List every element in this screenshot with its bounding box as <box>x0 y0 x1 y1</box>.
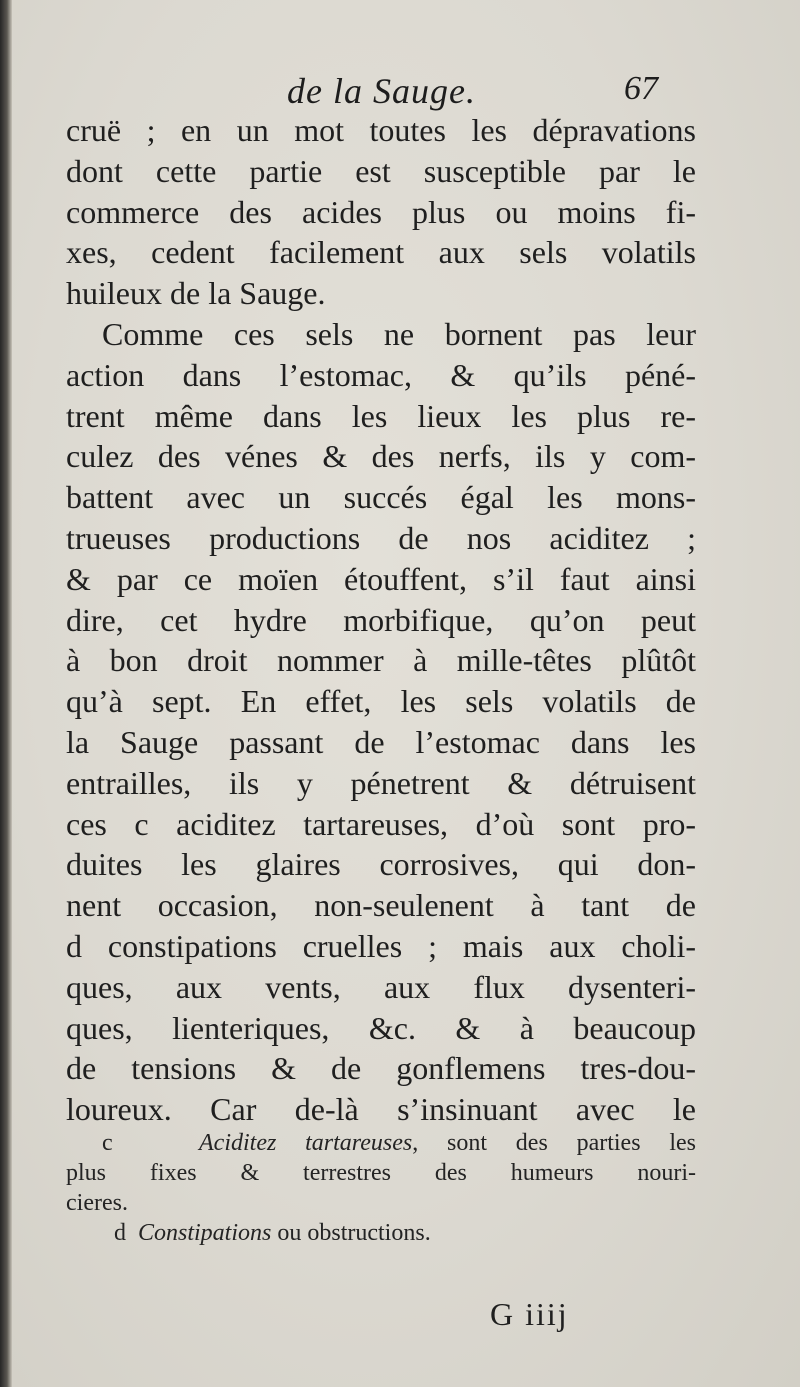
footnote-c <box>66 1128 696 1158</box>
text-line: Comme ces sels ne bornent pas leur <box>102 315 696 352</box>
text-line: entrailles, ils y pénetrent & détruisent <box>66 764 696 801</box>
text-line: la Sauge passant de l’estomac dans les <box>66 723 696 760</box>
page-binding-edge <box>0 0 12 1387</box>
footnote-d <box>66 1218 696 1248</box>
text-line: nent occasion, non-seulenent à tant de <box>66 887 696 924</box>
text-line: xes, cedent facilement aux sels volatils <box>66 234 696 271</box>
text-line: trent même dans les lieux les plus re- <box>66 397 696 434</box>
footnote-term: Constipations <box>138 1220 272 1246</box>
book-page <box>12 0 800 1387</box>
text-line: de tensions & de gonflemens tres-dou- <box>66 1050 696 1087</box>
footnote-c-continuation: plus fixes & terrestres des humeurs nouri- <box>66 1160 696 1186</box>
footnote-c-continuation: cieres. <box>66 1190 128 1216</box>
text-line: d constipations cruelles ; mais aux choli- <box>66 927 696 964</box>
footnote-term: Aciditez tartareuses <box>199 1130 413 1156</box>
running-head: de la Sauge. <box>287 71 476 111</box>
text-line: ces c aciditez tartareuses, d’où sont pro- <box>66 805 696 842</box>
text-line: qu’à sept. En effet, les sels volatils de <box>66 683 696 720</box>
page-number: 67 <box>624 70 658 107</box>
text-line: action dans l’estomac, & qu’ils péné- <box>66 356 696 393</box>
text-line: commerce des acides plus ou moins fi- <box>66 193 696 230</box>
footnote-text: , sont des parties les <box>412 1130 696 1156</box>
text-line: culez des vénes & des nerfs, ils y com- <box>66 438 696 475</box>
page-header <box>12 64 800 114</box>
footnote-marker: c <box>102 1130 113 1156</box>
text-line: trueuses productions de nos aciditez ; <box>66 519 696 556</box>
text-line: ques, lienteriques, &c. & à beaucoup <box>66 1009 696 1046</box>
text-line: loureux. Car de-là s’insinuant avec le <box>66 1091 696 1128</box>
footnote-text: ou obstructions. <box>271 1220 431 1246</box>
text-line: duites les glaires corrosives, qui don- <box>66 846 696 883</box>
text-line: dire, cet hydre morbifique, qu’on peut <box>66 601 696 638</box>
text-line: & par ce moïen étouffent, s’il faut ainsi <box>66 560 696 597</box>
text-line: dont cette partie est susceptible par le <box>66 152 696 189</box>
text-line: huileux de la Sauge. <box>66 275 326 312</box>
footnotes <box>66 1128 696 1248</box>
text-line: cruë ; en un mot toutes les dépravations <box>66 112 696 148</box>
footnote-marker: d <box>114 1220 126 1246</box>
main-text <box>66 110 696 1130</box>
text-line: à bon droit nommer à mille-têtes plûtôt <box>66 642 696 679</box>
signature-mark: G iiij <box>490 1296 569 1332</box>
text-line: battent avec un succés égal les mons- <box>66 479 696 516</box>
text-line: ques, aux vents, aux flux dysenteri- <box>66 968 696 1005</box>
